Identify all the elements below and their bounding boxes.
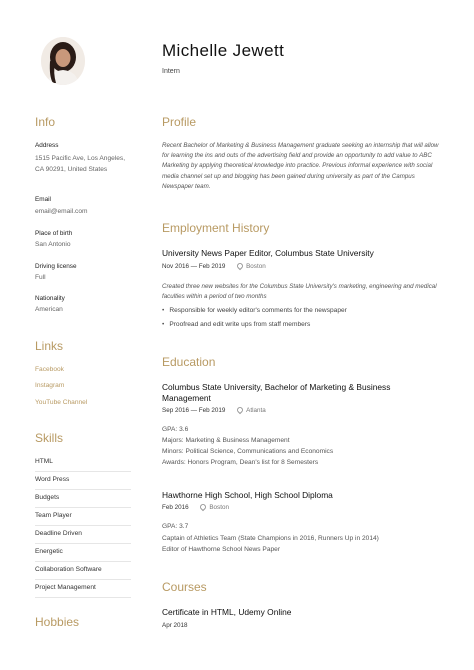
job-bullet: • Proofread and edit write ups from staff members bbox=[162, 321, 311, 328]
info-heading: Info bbox=[35, 115, 56, 129]
skill-item: Project Management bbox=[35, 584, 96, 591]
course-title: Certificate in HTML, Udemy Online bbox=[162, 607, 292, 617]
course-dates: Apr 2018 bbox=[162, 622, 188, 629]
skills-heading: Skills bbox=[35, 431, 64, 445]
place-of-birth-label: Place of birth bbox=[35, 230, 73, 237]
nationality-value: American bbox=[35, 306, 63, 313]
job-location: Boston bbox=[246, 263, 266, 270]
education-detail: GPA: 3.7 bbox=[162, 523, 189, 530]
skill-item: Deadline Driven bbox=[35, 530, 82, 537]
profile-summary: Recent Bachelor of Marketing & Business Management graduate seeking an internship that will allow for learning the ins and outs of the advertising field and provide an opportunity to add value to ABC Marketing by applying theoretical knowledge into practice. Previous informal experience with social media channel set up and blogging has been gained during university as part of the Campus Newspaper team. bbox=[162, 142, 439, 190]
skill-divider bbox=[35, 525, 131, 526]
job-bullet: • Responsible for weekly editor's comments for the newspaper bbox=[162, 307, 347, 314]
skill-item: Team Player bbox=[35, 512, 72, 519]
education-location: Boston bbox=[209, 504, 229, 511]
skill-divider bbox=[35, 471, 131, 472]
avatar bbox=[41, 37, 85, 85]
skill-item: Budgets bbox=[35, 494, 60, 501]
employment-history-heading: Employment History bbox=[162, 221, 270, 235]
email-label: Email bbox=[35, 196, 51, 203]
skill-divider bbox=[35, 489, 131, 490]
job-meta bbox=[162, 263, 266, 270]
email-value: email@email.com bbox=[35, 208, 88, 215]
education-title: Columbus State University, Bachelor of Marketing & Business Management bbox=[162, 382, 391, 403]
job-dates: Nov 2016 — Feb 2019 bbox=[162, 263, 226, 270]
job-title: University News Paper Editor, Columbus State University bbox=[162, 248, 374, 258]
bullet-icon: • bbox=[162, 307, 165, 314]
education-detail: Editor of Hawthorne School News Paper bbox=[162, 546, 281, 553]
skill-divider bbox=[35, 543, 131, 544]
profile-heading: Profile bbox=[162, 115, 197, 129]
courses-heading: Courses bbox=[162, 580, 207, 594]
skill-divider bbox=[35, 561, 131, 562]
skill-item: HTML bbox=[35, 458, 53, 465]
skill-divider bbox=[35, 507, 131, 508]
education-detail: GPA: 3.6 bbox=[162, 426, 189, 433]
education-dates: Feb 2016 bbox=[162, 504, 189, 511]
bullet-icon: • bbox=[162, 321, 165, 328]
candidate-role: Intern bbox=[162, 68, 180, 75]
hobbies-heading: Hobbies bbox=[35, 615, 80, 629]
skill-item: Energetic bbox=[35, 548, 63, 555]
education-meta bbox=[162, 407, 266, 414]
instagram-link[interactable]: Instagram bbox=[35, 382, 65, 389]
education-dates: Sep 2016 — Feb 2019 bbox=[162, 407, 226, 414]
skill-divider bbox=[35, 597, 131, 598]
location-pin-icon bbox=[236, 262, 244, 270]
youtube-channel-link[interactable]: YouTube Channel bbox=[35, 399, 88, 406]
location-pin-icon bbox=[236, 406, 244, 414]
profile-photo-icon bbox=[41, 37, 85, 85]
location-pin-icon bbox=[199, 503, 207, 511]
education-detail: Captain of Athletics Team (State Champions in 2016, Runners Up in 2014) bbox=[162, 535, 379, 542]
education-location: Atlanta bbox=[246, 407, 266, 414]
education-title: Hawthorne High School, High School Diploma bbox=[162, 490, 333, 500]
education-meta bbox=[162, 504, 229, 511]
address-label: Address bbox=[35, 142, 59, 149]
education-detail: Awards: Honors Program, Dean's list for 8 Semesters bbox=[162, 459, 319, 466]
job-description: Created three new websites for the Columbus State University's marketing, engineering and medical faculties within a period of two months bbox=[162, 283, 437, 301]
skill-divider bbox=[35, 579, 131, 580]
driving-license-value: Full bbox=[35, 274, 46, 281]
place-of-birth-value: San Antonio bbox=[35, 241, 71, 248]
facebook-link[interactable]: Facebook bbox=[35, 366, 64, 373]
education-heading: Education bbox=[162, 355, 216, 369]
skill-item: Collaboration Software bbox=[35, 566, 102, 573]
education-detail: Majors: Marketing & Business Management bbox=[162, 437, 290, 444]
address-value: 1515 Pacific Ave, Los Angeles, CA 90291, United States bbox=[35, 155, 126, 173]
nationality-label: Nationality bbox=[35, 295, 65, 302]
links-heading: Links bbox=[35, 339, 64, 353]
skill-item: Word Press bbox=[35, 476, 70, 483]
driving-license-label: Driving license bbox=[35, 263, 77, 270]
candidate-name: Michelle Jewett bbox=[162, 41, 285, 60]
education-detail: Minors: Political Science, Communications and Economics bbox=[162, 448, 334, 455]
